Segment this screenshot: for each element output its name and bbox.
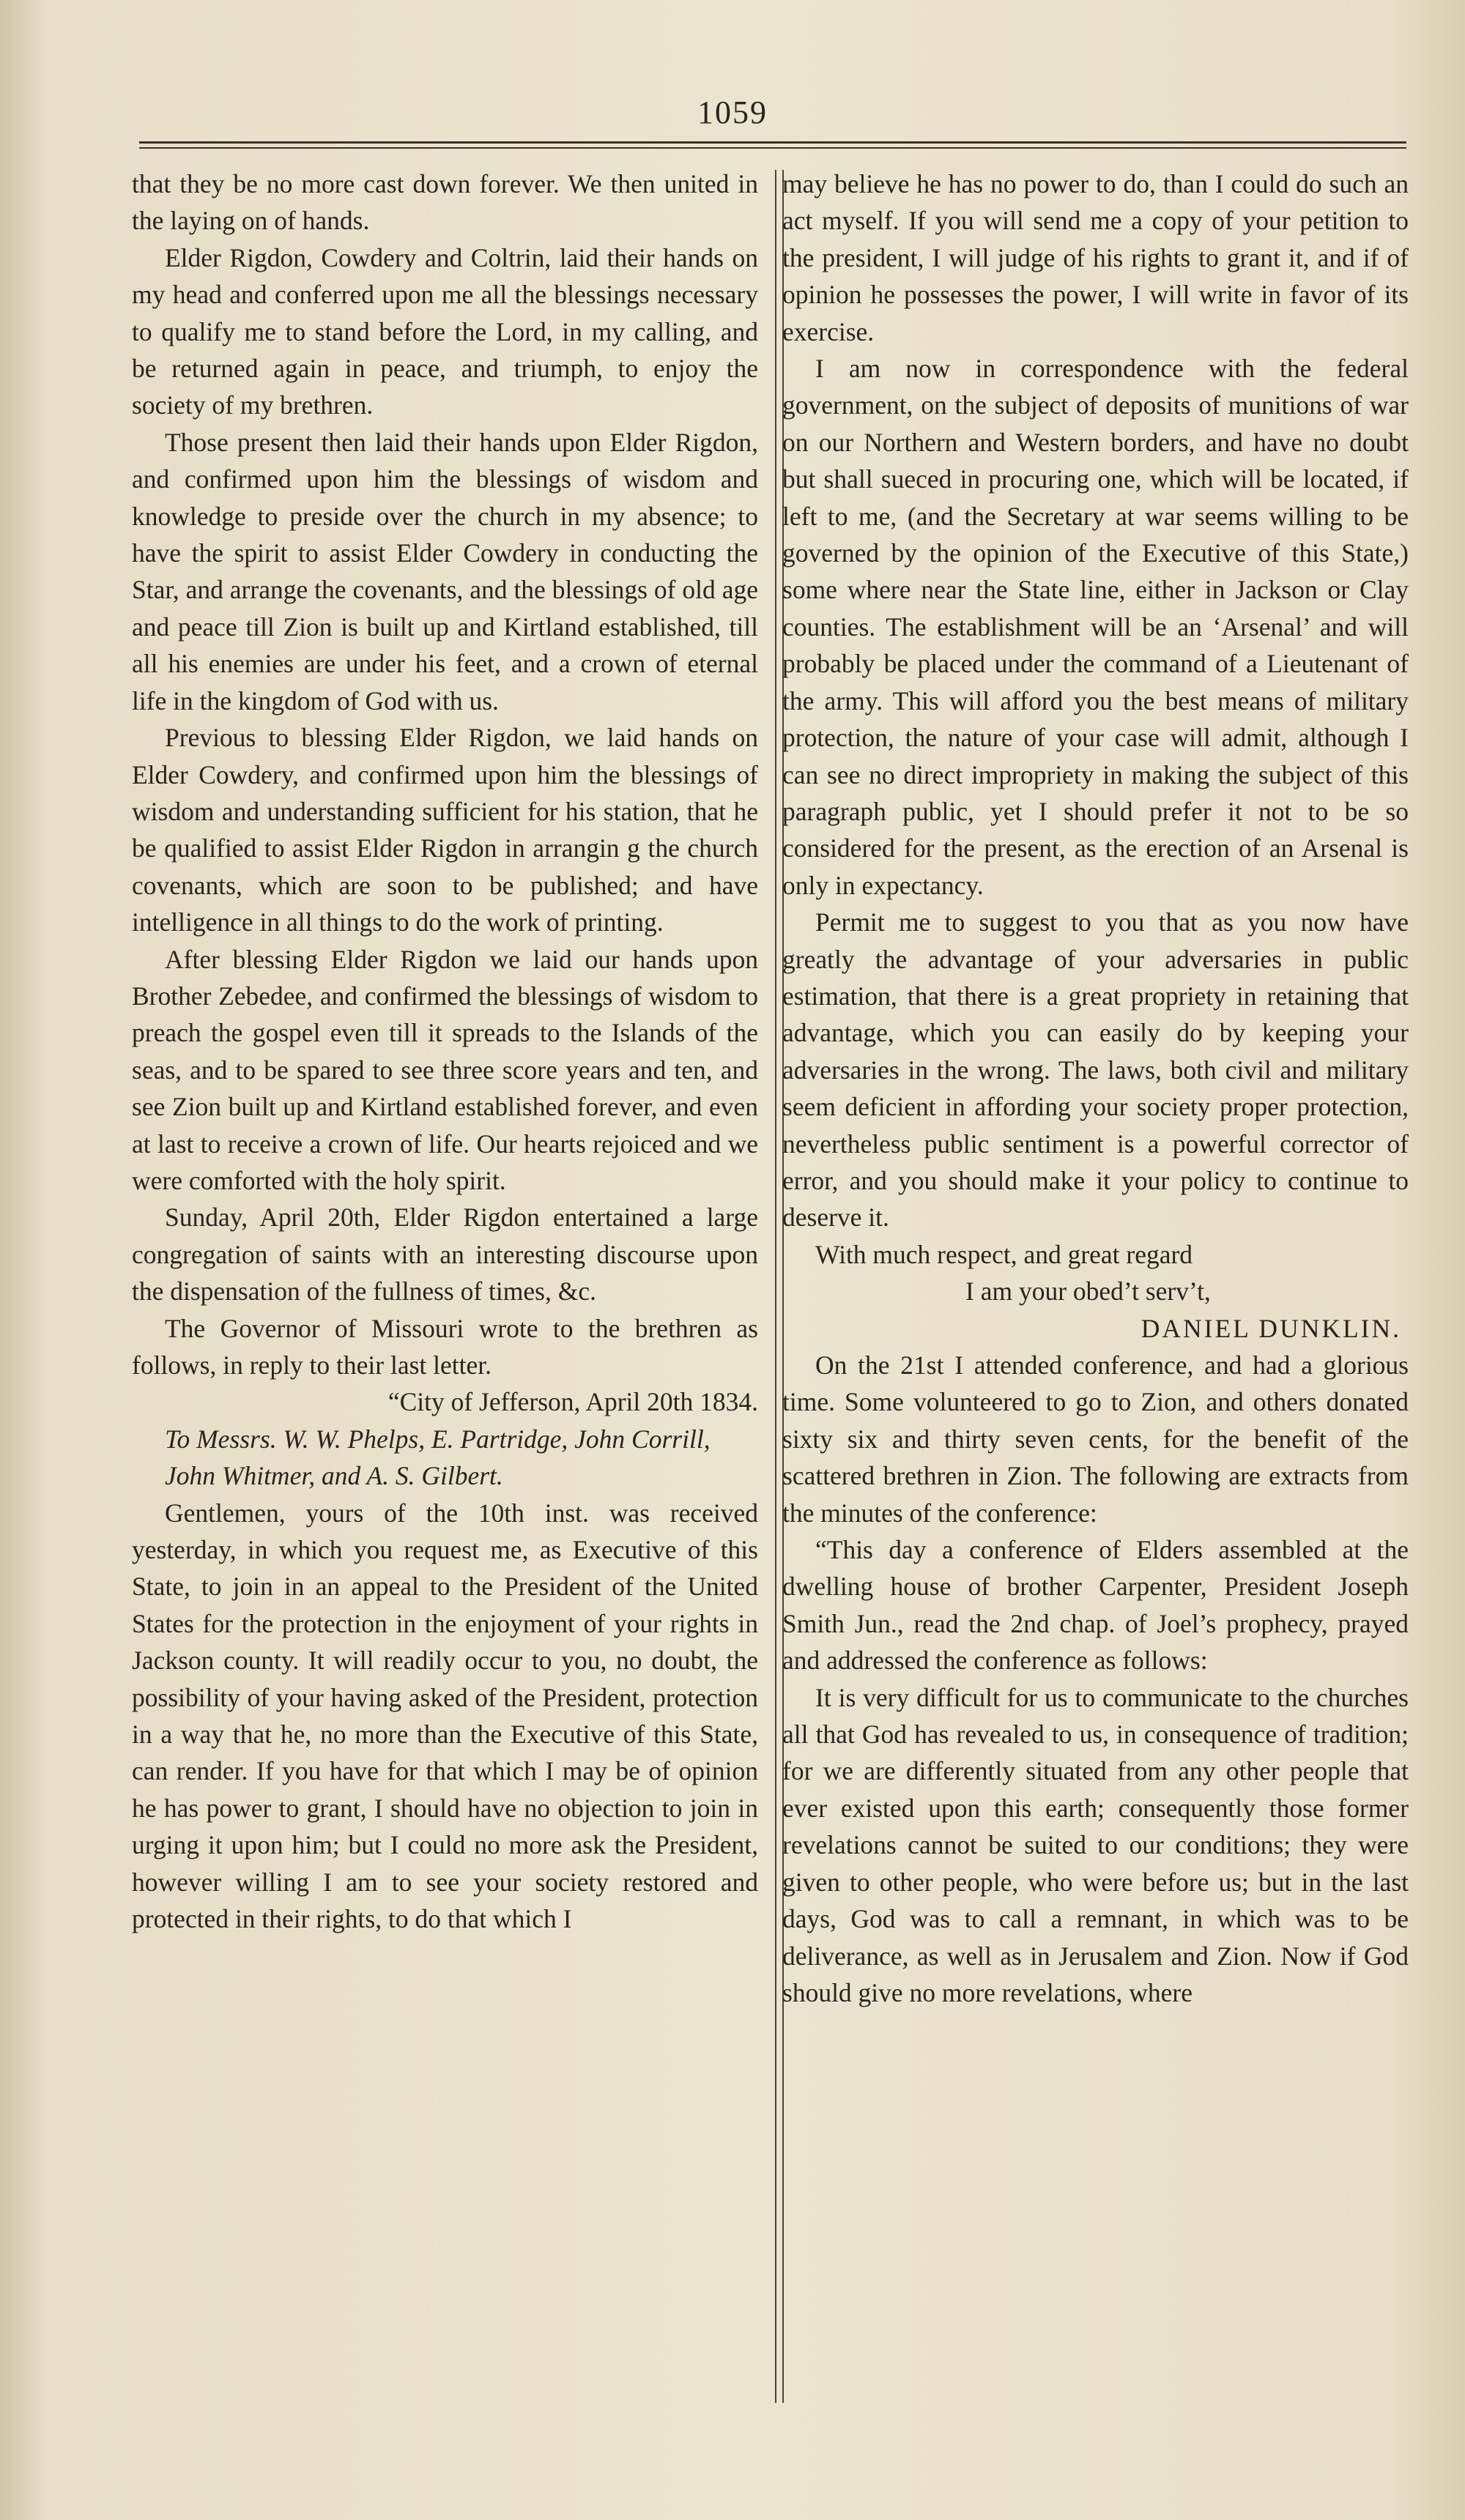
page-number: 1059 [697,94,768,130]
paragraph: Sunday, April 20th, Elder Rigdon entertained a large congregation of saints with an interesting discourse upon the dispensation of the fullness of times, &c. [132,1203,758,1307]
left-column [132,166,758,1938]
letter-address: To Messrs. W. W. Phelps, E. Partridge, John Corrill, John Whitmer, and A. S. Gilbert. [165,1424,711,1491]
letter-signature: DANIEL DUNKLIN. [1141,1313,1401,1343]
paragraph: Previous to blessing Elder Rigdon, we laid hands on Elder Cowdery, and confirmed upon him the blessings of wisdom and understanding sufficient for his station, that he be qualified to assist Elder Rigdon in arrangin g the church covenants, which are soon to be published; and have intelligence in all things to do the work of printing. [132,723,758,937]
letter-dateline: “City of Jefferson, April 20th 1834. [387,1387,758,1417]
right-column [782,166,1409,2011]
paragraph: Those present then laid their hands upon Elder Rigdon, and confirmed upon him the blessings of wisdom and knowledge to preside over the church in my absence; to have the spirit to assist Elder Cowdery in conducting the Star, and arrange the covenants, and the blessings of old age and peace till Zion is built up and Kirtland established, till all his enemies are under his feet, and a crown of eternal life in the kingdom of God with us. [132,427,758,716]
paragraph: may believe he has no power to do, than I could do such an act myself. If you will send me a copy of your petition to the president, I will judge of his rights to grant it, and if of opinion he possesses the power, I will write in favor of its exercise. [782,169,1409,346]
letter-closing: I am your obed’t serv’t, [965,1276,1211,1307]
paragraph: Gentlemen, yours of the 10th inst. was received yesterday, in which you request me, as Executive of this State, to join in an appeal to the President of the United States for the protection in the enjoyment of your rights in Jackson county. It will readily occur to you, no doubt, the possibility of your having asked of the President, protection in a way that he, no more than the Executive of this State, can render. If you have for that which I may be of opinion he has power to grant, I should have no objection to join in urging it upon him; but I could no more ask the President, however willing I am to see your society restored and protected in their rights, to do that which I [132,1498,758,1934]
paragraph: It is very difficult for us to communicate to the churches all that God has revealed to us, in consequence of tradition; for we are differently situated from any other people that ever existed upon this earth; consequently those former revelations cannot be suited to our conditions; they were given to other people, who were before us; but in the last days, God was to call a remnant, in which was to be deliverance, as well as in Jerusalem and Zion. Now if God should give no more revelations, where [782,1682,1409,2007]
header-rule [139,141,1406,144]
paragraph: After blessing Elder Rigdon we laid our hands upon Brother Zebedee, and confirmed the blessings of wisdom to preach the gospel even till it spreads to the Islands of the seas, and to be spared to see three score years and ten, and see Zion built up and Kirtland established forever, and even at last to receive a crown of life. Our hearts rejoiced and we were comforted with the holy spirit. [132,944,758,1195]
paragraph: Permit me to suggest to you that as you now have greatly the advantage of your adversaries in public estimation, that there is a great propriety in retaining that advantage, which you can easily do by keeping your adversaries in the wrong. The laws, both civil and military seem deficient in affording your society proper protection, nevertheless public sentiment is a powerful corrector of error, and you should make it your policy to continue to deserve it. [782,907,1409,1233]
paragraph: With much respect, and great regard [815,1239,1193,1269]
paragraph: I am now in correspondence with the federal government, on the subject of deposits of munitions of war on our Northern and Western borders, and have no doubt but shall sueced in procuring one, which will be located, if left to me, (and the Secretary at war seems willing to be governed by the opinion of the Executive of this State,) some where near the State line, either in Jackson or Clay counties. The establishment will be an ‘Arsenal’ and will probably be placed under the command of a Lieutenant of the army. This will afford you the best means of military protection, the nature of your case will admit, although I can see no direct impropriety in making the subject of this paragraph public, yet I should prefer it not to be so considered for the present, as the erection of an Arsenal is only in expectancy. [782,354,1409,900]
paragraph: On the 21st I attended conference, and had a glorious time. Some volunteered to go to Zion, and others donated sixty six and thirty seven cents, for the benefit of the scattered brethren in Zion. The following are extracts from the minutes of the conference: [782,1350,1409,1528]
paragraph: Elder Rigdon, Cowdery and Coltrin, laid their hands on my head and conferred upon me all the blessings necessary to qualify me to stand before the Lord, in my calling, and be returned again in peace, and triumph, to enjoy the society of my brethren. [132,242,758,420]
paragraph: that they be no more cast down forever. We then united in the laying on of hands. [132,169,758,236]
header-rule-thin [139,147,1406,149]
paragraph: “This day a conference of Elders assembled at the dwelling house of brother Carpenter, President Joseph Smith Jun., read the 2nd chap. of Joel’s prophecy, prayed and addressed the conference as follows: [782,1535,1409,1676]
paragraph: The Governor of Missouri wrote to the brethren as follows, in reply to their last letter. [132,1313,758,1380]
